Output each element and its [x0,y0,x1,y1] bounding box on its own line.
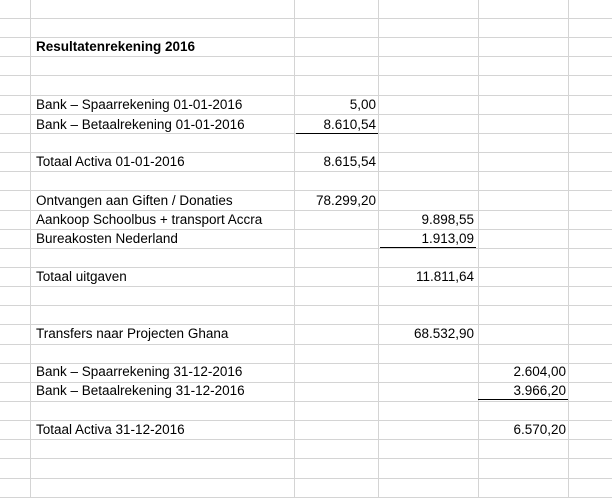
row-label[interactable]: Aankoop Schoolbus + transport Accra [36,212,263,227]
column-b-value[interactable]: 8.615,54 [323,154,376,169]
row-gridline [0,248,612,249]
row-gridline [0,56,612,57]
row-gridline [0,344,612,345]
row-gridline [0,401,612,402]
row-label[interactable]: Bank – Spaarrekening 01-01-2016 [36,97,243,112]
row-gridline [0,305,612,306]
column-b-value[interactable]: 8.610,54 [296,115,378,134]
row-gridline [0,171,612,172]
column-c-value[interactable]: 1.913,09 [380,229,476,248]
column-d-value[interactable]: 2.604,00 [513,364,566,379]
column-d-value[interactable]: 6.570,20 [513,422,566,437]
row-label[interactable]: Ontvangen aan Giften / Donaties [36,193,233,208]
row-label[interactable]: Bank – Betaalrekening 01-01-2016 [36,117,245,132]
row-label[interactable]: Totaal uitgaven [36,269,127,284]
column-c-value[interactable]: 68.532,90 [413,326,474,341]
sheet-title[interactable]: Resultatenrekening 2016 [36,39,196,54]
row-gridline [0,458,612,459]
row-gridline [0,439,612,440]
column-b-value[interactable]: 78.299,20 [315,193,376,208]
row-label[interactable]: Bureakosten Nederland [36,231,178,246]
column-c-value[interactable]: 9.898,55 [421,212,474,227]
row-gridline [0,478,612,479]
row-gridline [0,18,612,19]
row-label[interactable]: Totaal Activa 31-12-2016 [36,422,185,437]
row-gridline [0,75,612,76]
row-label[interactable]: Bank – Betaalrekening 31-12-2016 [36,383,245,398]
row-label[interactable]: Totaal Activa 01-01-2016 [36,154,185,169]
row-label[interactable]: Bank – Spaarrekening 31-12-2016 [36,364,243,379]
row-gridline [0,286,612,287]
column-d-value[interactable]: 3.966,20 [478,381,568,400]
column-b-value[interactable]: 5,00 [349,97,376,112]
row-label[interactable]: Transfers naar Projecten Ghana [36,326,229,341]
column-c-value[interactable]: 11.811,64 [415,269,474,284]
